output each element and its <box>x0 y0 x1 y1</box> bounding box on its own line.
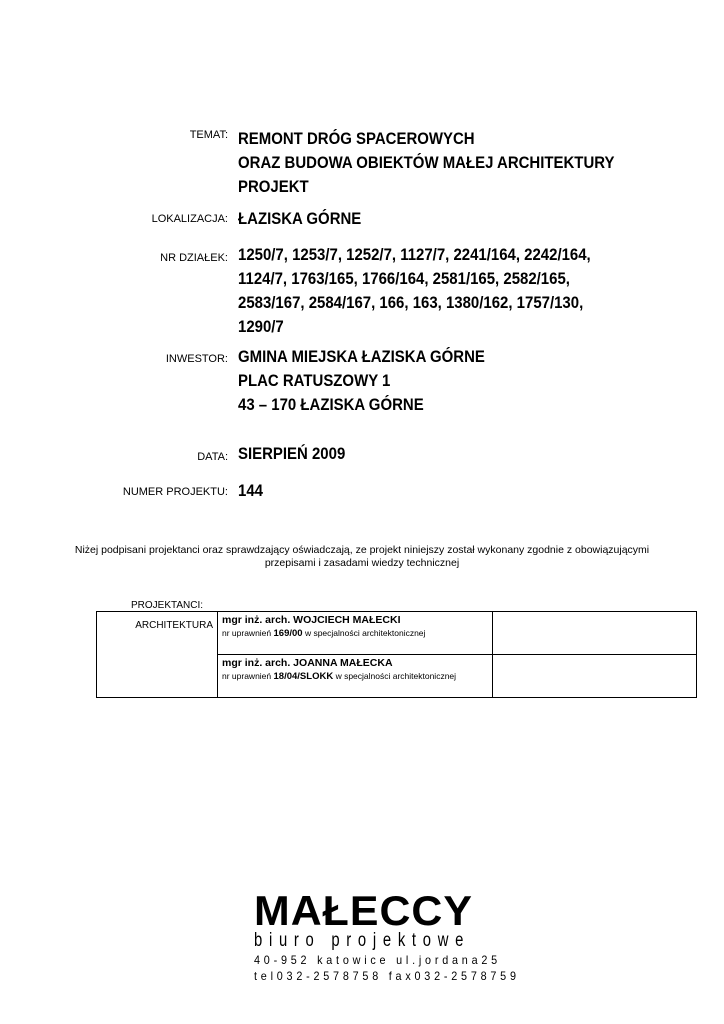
data-label: DATA: <box>197 451 228 463</box>
dzialki-line: 1124/7, 1763/165, 1766/164, 2581/165, 2582/165, <box>238 269 570 288</box>
declaration-text <box>60 544 664 570</box>
declaration-line: Niżej podpisani projektanci oraz sprawdzający oświadczają, ze projekt niniejszy został wykonany zgodnie z obowiązującymi <box>74 544 650 556</box>
dzialki-label: NR DZIAŁEK: <box>160 252 228 264</box>
logo-phone: tel032-2578758 fax032-2578759 <box>254 969 520 983</box>
temat-line: PROJEKT <box>238 177 309 196</box>
logo-subtitle: biuro projektowe <box>254 930 471 951</box>
company-logo <box>254 887 520 984</box>
category-label: ARCHITEKTURA <box>135 620 213 631</box>
data-value <box>238 442 625 466</box>
temat-line: ORAZ BUDOWA OBIEKTÓW MAŁEJ ARCHITEKTURY <box>238 153 615 172</box>
logo-name: MAŁECCY <box>254 887 473 934</box>
license-suffix: w specjalności architektonicznej <box>304 628 426 638</box>
logo-address: 40-952 katowice ul.jordana25 <box>254 953 501 967</box>
inwestor-value <box>238 345 625 417</box>
signature-cell <box>493 612 697 655</box>
signature-cell <box>493 655 697 698</box>
temat-label: TEMAT: <box>189 129 228 141</box>
dzialki-value <box>238 243 625 339</box>
lokalizacja-value <box>238 207 625 231</box>
inwestor-line: 43 – 170 ŁAZISKA GÓRNE <box>238 395 424 414</box>
numer-value <box>238 479 625 503</box>
declaration-line: przepisami i zasadami wiedzy technicznej <box>264 557 460 569</box>
license-number: 169/00 <box>273 628 303 639</box>
designer-license <box>222 671 488 682</box>
lokalizacja-text: ŁAZISKA GÓRNE <box>238 209 362 228</box>
dzialki-line: 2583/167, 2584/167, 166, 163, 1380/162, 1757/130, <box>238 293 584 312</box>
temat-line: REMONT DRÓG SPACEROWYCH <box>238 129 475 148</box>
dzialki-line: 1250/7, 1253/7, 1252/7, 1127/7, 2241/164, 2242/164, <box>238 245 591 264</box>
category-cell <box>97 612 218 698</box>
designer-license <box>222 628 488 639</box>
license-prefix: nr uprawnień <box>222 671 272 681</box>
dzialki-line: 1290/7 <box>238 317 284 336</box>
designer-cell <box>218 612 493 655</box>
lokalizacja-label: LOKALIZACJA: <box>151 213 228 225</box>
temat-value <box>238 127 625 199</box>
license-prefix: nr uprawnień <box>222 628 272 638</box>
designer-name: mgr inż. arch. WOJCIECH MAŁECKI <box>222 614 401 626</box>
designer-cell <box>218 655 493 698</box>
inwestor-line: PLAC RATUSZOWY 1 <box>238 371 391 390</box>
license-number: 18/04/SLOKK <box>273 671 334 682</box>
numer-label: NUMER PROJEKTU: <box>122 486 228 498</box>
inwestor-label: INWESTOR: <box>165 353 228 365</box>
projektanci-label: PROJEKTANCI: <box>131 600 204 611</box>
inwestor-line: GMINA MIEJSKA ŁAZISKA GÓRNE <box>238 347 485 366</box>
table-row <box>97 612 697 655</box>
designers-table <box>96 611 697 698</box>
data-text: SIERPIEŃ 2009 <box>238 444 346 463</box>
license-suffix: w specjalności architektonicznej <box>335 671 457 681</box>
designer-name: mgr inż. arch. JOANNA MAŁECKA <box>222 657 393 669</box>
numer-text: 144 <box>238 481 263 500</box>
